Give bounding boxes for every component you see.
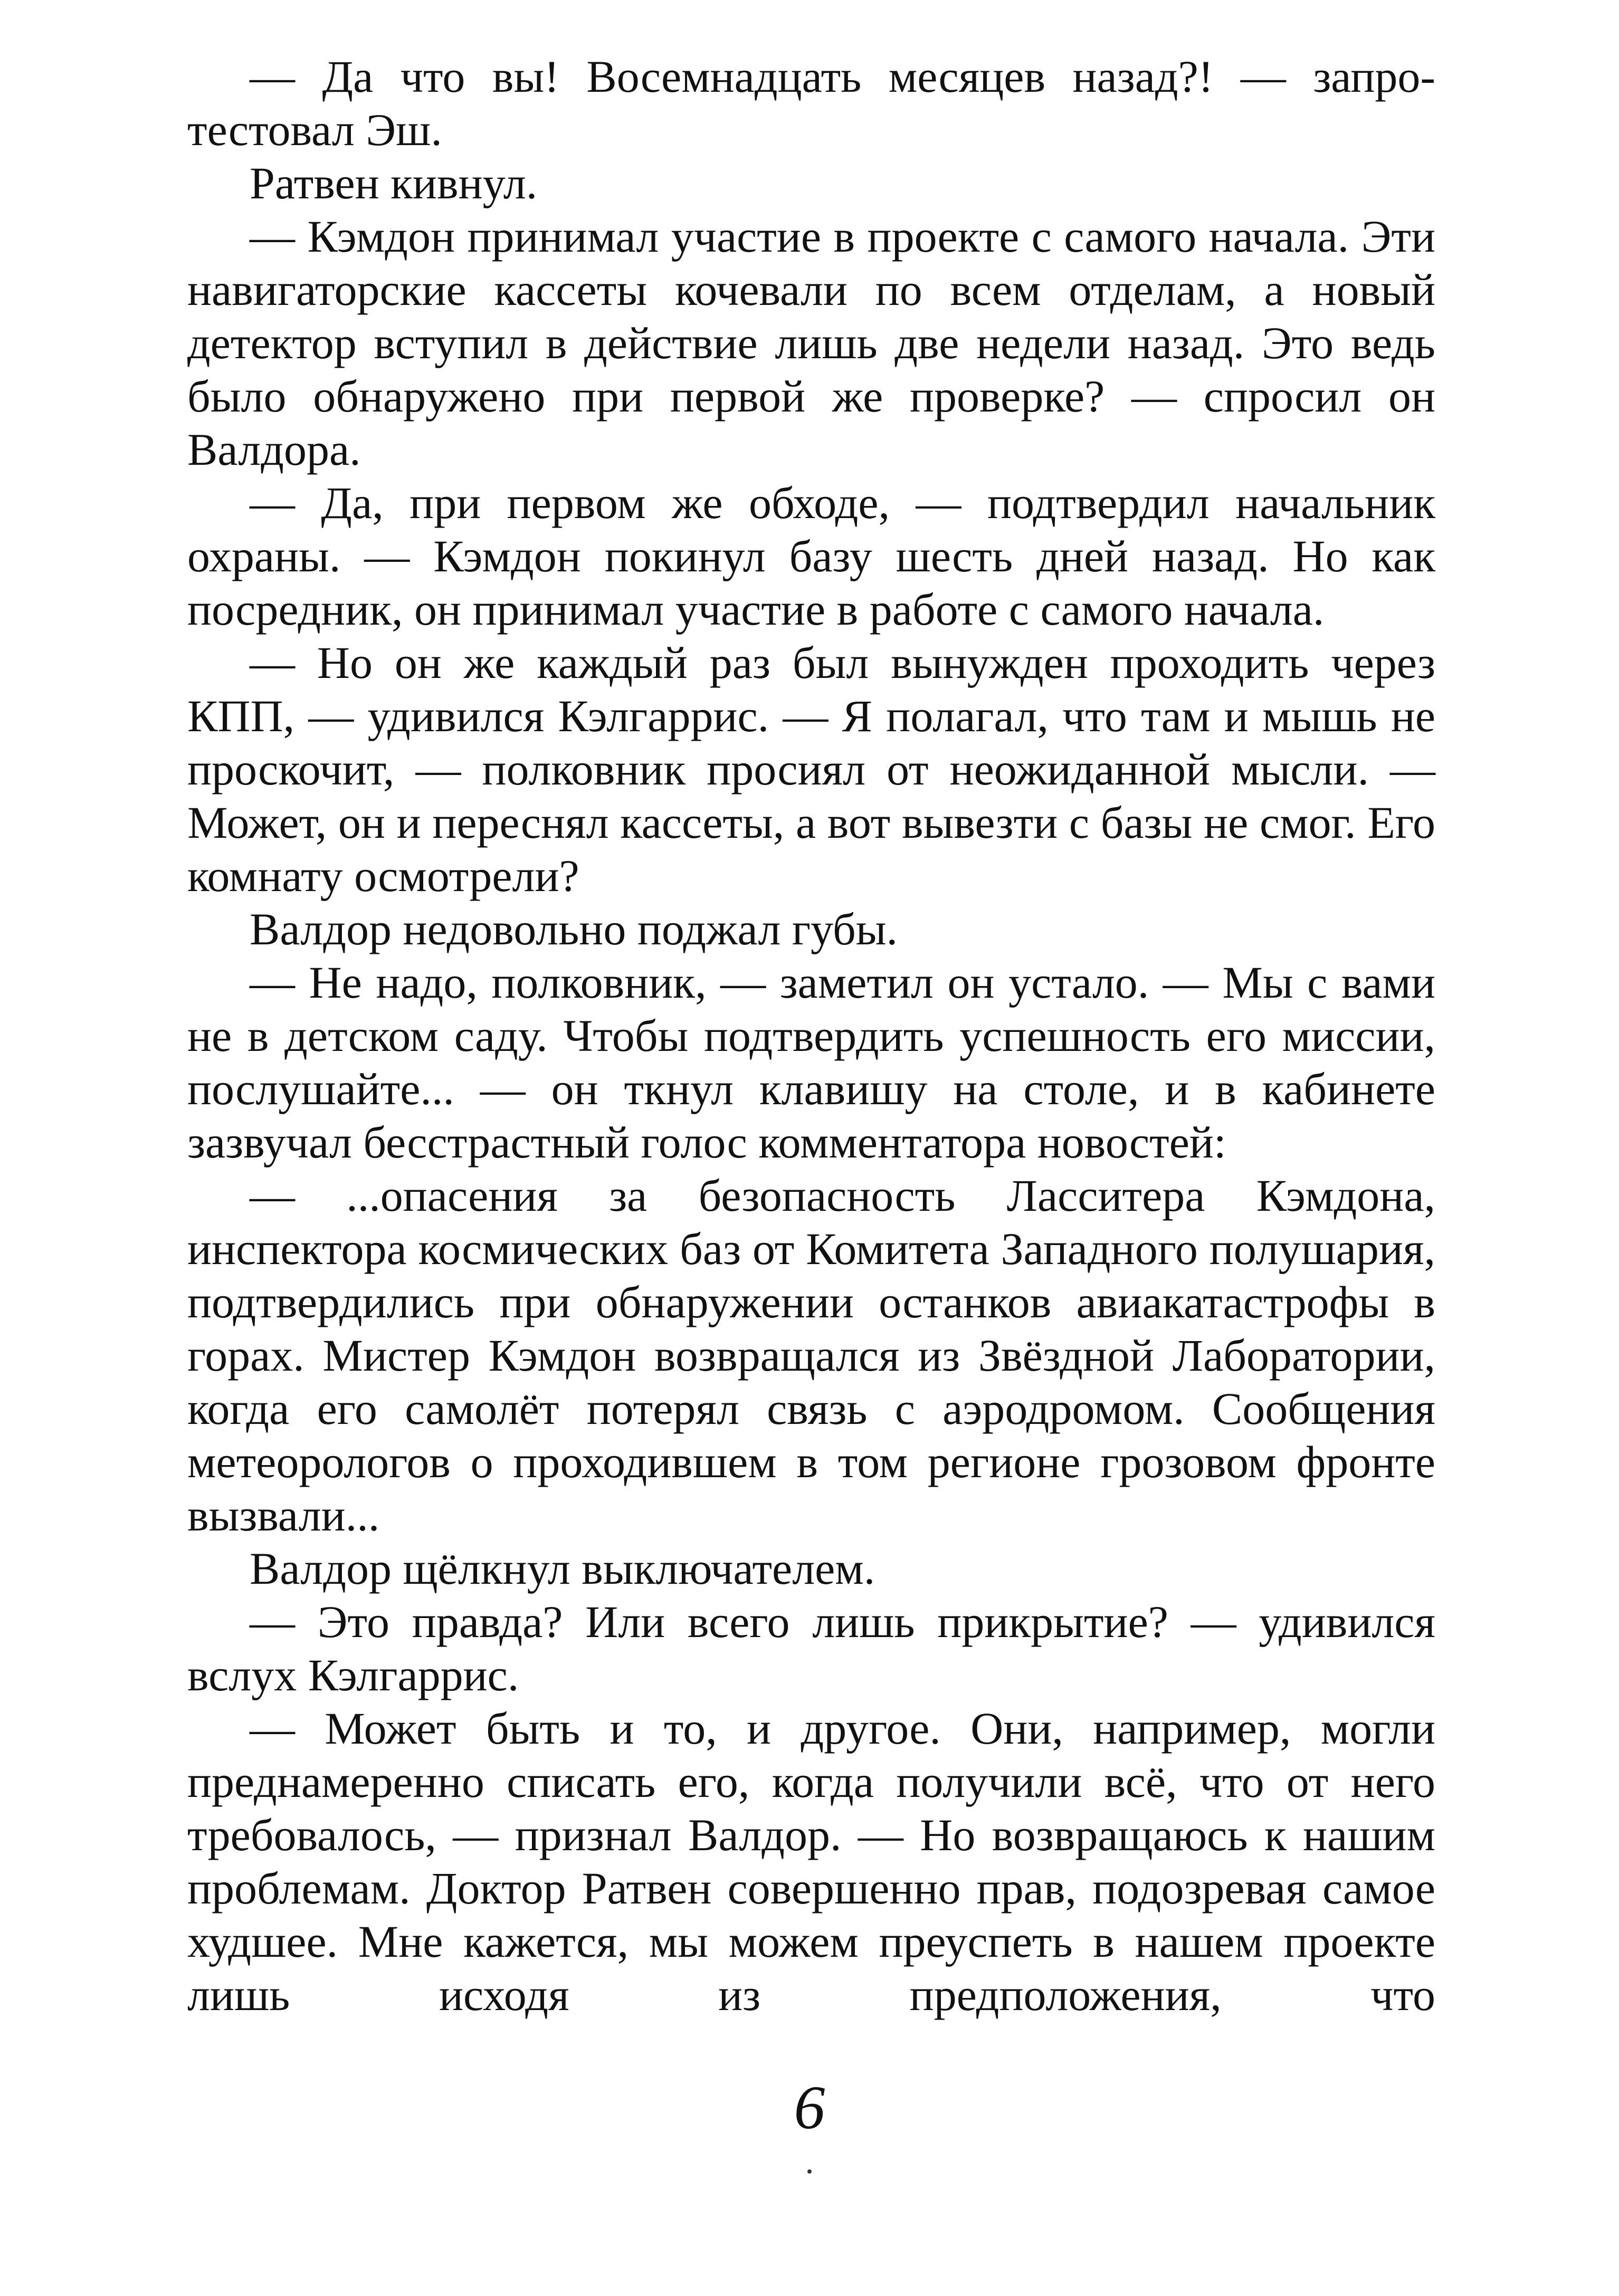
paragraph: Валдор щёлкнул выключателем. xyxy=(250,1543,875,1594)
paragraph: — Может быть и то, и другое. Они, например, могли преднамеренно списать его, когда получили всё, что от него требовалось, — признал Валдор. — Но возвращаюсь к нашим проблемам. Доктор Ратвен совершенно прав, подозревая самое худшее. Мне кажется, мы можем преуспеть в нашем проекте лишь исходя из предположения, что xyxy=(187,1703,1435,2020)
paragraph: Ратвен кивнул. xyxy=(250,158,538,208)
paragraph: Валдор недовольно поджал губы. xyxy=(250,904,898,954)
paragraph: — Не надо, полковник, — заметил он устало. — Мы с вами не в детском саду. Чтобы подтвердить успешность его миссии, послушайте... — он ткнул клавишу на столе, и в кабинете зазвучал бесстрастный голос комментатора новостей: xyxy=(187,957,1435,1168)
body-text xyxy=(187,50,1435,2022)
page-number: 6 xyxy=(794,2073,825,2142)
paragraph: — Это правда? Или всего лишь прикрытие? — удивился вслух Кэлгаррис. xyxy=(187,1596,1435,1700)
paragraph: — Да что вы! Восемнадцать месяцев назад?! — запротестовал Эш. xyxy=(187,51,1435,155)
paragraph: — ...опасения за безопасность Ласситера Кэмдона, инспектора космических баз от Комитета Западного полушария, подтвердились при обнаружении останков авиакатастрофы в горах. Мистер Кэмдон возвращался из Звёздной Лаборатории, когда его самолёт потерял связь с аэродромом. Сообщения метеорологов о проходившем в том регионе грозовом фронте вызвали... xyxy=(187,1170,1435,1541)
paragraph: — Но он же каждый раз был вынужден проходить через КПП, — удивился Кэлгаррис. — Я полагал, что там и мышь не проскочит, — полковник просиял от неожиданной мысли. — Может, он и переснял кассеты, а вот вывезти с базы не смог. Его комнату осмотрели? xyxy=(187,637,1435,901)
print-dot-mark xyxy=(807,2169,812,2174)
paragraph: — Кэмдон принимал участие в проекте с самого начала. Эти навигаторские кассеты кочевали по всем отделам, а новый детектор вступил в действие лишь две недели назад. Это ведь было обнаружено при первой же проверке? — спросил он Валдора. xyxy=(187,211,1435,475)
paragraph: — Да, при первом же обходе, — подтвердил начальник охраны. — Кэмдон покинул базу шесть дней назад. Но как посредник, он принимал участие в работе с самого начала. xyxy=(187,477,1435,635)
